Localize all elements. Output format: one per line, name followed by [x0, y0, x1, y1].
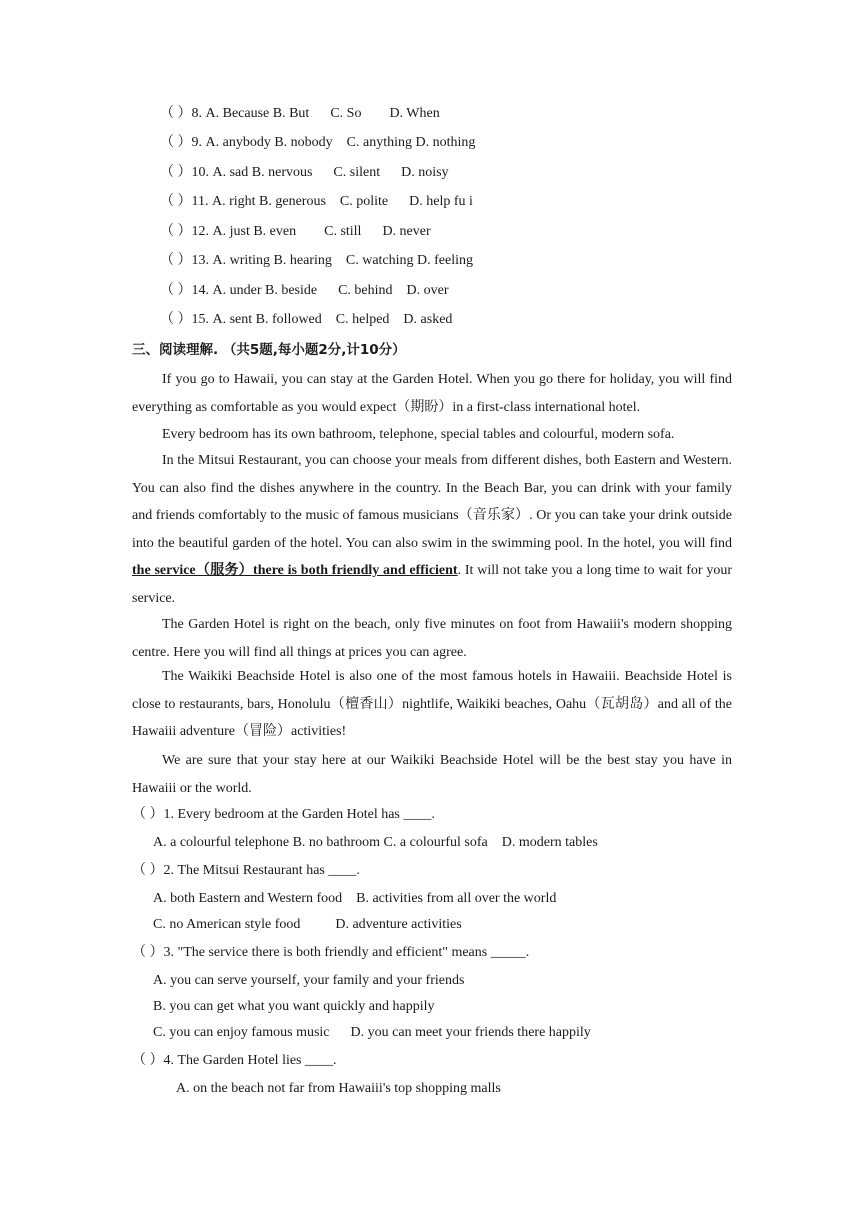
emphasized-phrase: the service（服务）there is both friendly and efficient — [132, 563, 458, 578]
question-2-options-ab: A. both Eastern and Western food B. activities from all over the world — [153, 891, 557, 906]
passage-paragraph-1: If you go to Hawaii, you can stay at the Garden Hotel. When you go there for holiday, you will find everything as comfortable as you would expect（期盼）in a first-class international hotel. — [132, 372, 732, 415]
cloze-item-8: （ ）8. A. Because B. But C. So D. When — [160, 106, 440, 121]
question-2-options-cd: C. no American style food D. adventure activities — [153, 917, 462, 932]
passage-paragraph-5: The Waikiki Beachside Hotel is also one of the most famous hotels in Hawaiii. Beachside Hotel is close to restaurants, bars, Honolulu（檀香山）nightlife, Waikiki beaches, Oahu（瓦胡岛）and all of the Hawaiii adventure（冒险）activities! — [132, 669, 732, 739]
cloze-item-12: （ ）12. A. just B. even C. still D. never — [160, 224, 431, 239]
section-heading: 三、阅读理解. （共5题,每小题2分,计10分） — [132, 342, 406, 358]
paragraph-3-text-b: . It will not take you a long time to wait for your service. — [132, 563, 732, 606]
question-3-options-cd: C. you can enjoy famous music D. you can meet your friends there happily — [153, 1025, 591, 1040]
question-4-option-a: A. on the beach not far from Hawaiii's top shopping malls — [176, 1081, 501, 1096]
cloze-item-14: （ ）14. A. under B. beside C. behind D. over — [160, 283, 449, 298]
passage-paragraph-3 — [132, 447, 732, 612]
question-1: （ ）1. Every bedroom at the Garden Hotel has ____. — [132, 807, 435, 822]
question-3-option-a: A. you can serve yourself, your family and your friends — [153, 973, 465, 988]
cloze-item-15: （ ）15. A. sent B. followed C. helped D. asked — [160, 312, 453, 327]
question-2: （ ）2. The Mitsui Restaurant has ____. — [132, 863, 360, 878]
passage-paragraph-6: We are sure that your stay here at our Waikiki Beachside Hotel will be the best stay you have in Hawaiii or the world. — [132, 753, 732, 796]
cloze-item-9: （ ）9. A. anybody B. nobody C. anything D. nothing — [160, 135, 476, 150]
passage-paragraph-4: The Garden Hotel is right on the beach, only five minutes on foot from Hawaiii's modern shopping centre. Here you will find all things at prices you can agree. — [132, 617, 732, 660]
paragraph-3-text-a: In the Mitsui Restaurant, you can choose your meals from different dishes, both Eastern and Western. You can also find the dishes anywhere in the country. In the Beach Bar, you can drink with your family and friends comfortably to the music of famous musicians（音乐家）. Or you can take your drink outside into the beautiful garden of the hotel. You can also swim in the swimming pool. In the hotel, you will find — [132, 453, 732, 551]
cloze-item-11: （ ）11. A. right B. generous C. polite D. help fu i — [160, 194, 473, 209]
question-3-option-b: B. you can get what you want quickly and happily — [153, 999, 435, 1014]
cloze-item-10: （ ）10. A. sad B. nervous C. silent D. noisy — [160, 165, 449, 180]
question-3: （ ）3. "The service there is both friendly and efficient" means _____. — [132, 945, 530, 960]
cloze-item-13: （ ）13. A. writing B. hearing C. watching D. feeling — [160, 253, 474, 268]
question-1-options: A. a colourful telephone B. no bathroom C. a colourful sofa D. modern tables — [153, 835, 598, 850]
question-4: （ ）4. The Garden Hotel lies ____. — [132, 1053, 337, 1068]
passage-paragraph-2: Every bedroom has its own bathroom, telephone, special tables and colourful, modern sofa. — [162, 427, 675, 442]
